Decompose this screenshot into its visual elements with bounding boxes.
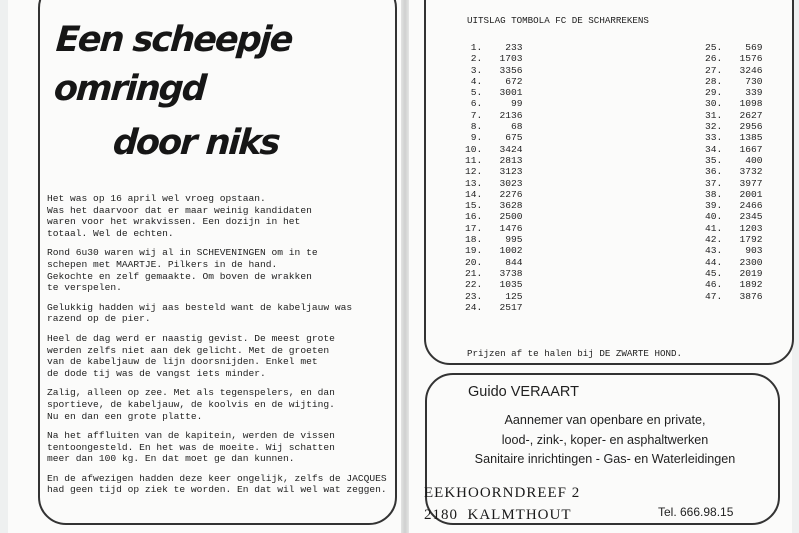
result-number: 10. <box>465 143 483 155</box>
result-row <box>705 166 763 177</box>
result-row <box>465 279 523 290</box>
result-value: 1203 <box>739 222 763 234</box>
result-value: 3424 <box>499 143 523 155</box>
article-paragraph: Heel de dag werd er naastig gevist. De meest grote werden zelfs niet aan dek gelicht. Met de groeten van de kabeljauw de lijn doorsnijden. Enkel met de dode tij was de vangst iets minder. <box>47 332 335 379</box>
result-row <box>465 121 523 132</box>
result-row <box>705 42 763 53</box>
advert-name: Guido VERAART <box>468 384 579 400</box>
result-number: 17. <box>465 222 483 234</box>
result-number: 35. <box>705 154 723 166</box>
result-number: 3. <box>470 64 483 76</box>
article-paragraph: En de afwezigen hadden deze keer ongelijk, zelfs de JACQUES had geen tijd op ziek te worden. En dat wil wel wat zeggen. <box>47 472 387 496</box>
result-number: 21. <box>465 267 483 279</box>
result-row <box>465 178 523 189</box>
result-value: 339 <box>745 87 763 99</box>
result-row <box>705 189 763 200</box>
result-value: 233 <box>505 42 523 53</box>
result-number: 4. <box>470 75 483 87</box>
result-number: 19. <box>465 245 483 257</box>
result-value: 3977 <box>739 177 763 189</box>
result-value: 400 <box>745 154 763 166</box>
result-value: 3628 <box>499 200 523 212</box>
result-number: 11. <box>465 154 483 166</box>
result-value: 3023 <box>499 177 523 189</box>
result-row <box>705 87 763 98</box>
result-number: 29. <box>705 87 723 99</box>
result-row <box>705 121 763 132</box>
result-row <box>465 110 523 121</box>
result-number: 20. <box>465 256 483 268</box>
result-value: 675 <box>505 132 523 144</box>
result-number: 37. <box>705 177 723 189</box>
result-number: 26. <box>705 53 723 65</box>
result-value: 844 <box>505 256 523 268</box>
result-number: 16. <box>465 211 483 223</box>
result-value: 2627 <box>739 109 763 121</box>
results-column-left <box>465 42 523 313</box>
result-value: 2001 <box>739 188 763 200</box>
result-value: 68 <box>511 121 523 133</box>
result-number: 38. <box>705 188 723 200</box>
result-value: 2517 <box>499 301 523 313</box>
article-paragraph: Zalig, alleen op zee. Met als tegenspelers, en dan sportieve, de kabeljauw, de koolvis en de wijting. Nu en dan een grote platte. <box>47 387 335 422</box>
result-number: 22. <box>465 279 483 291</box>
result-row <box>465 234 523 245</box>
result-value: 2019 <box>739 267 763 279</box>
result-number: 25. <box>705 42 723 53</box>
page-gutter <box>401 0 409 533</box>
result-row <box>705 178 763 189</box>
headline-line-3: door niks <box>111 123 281 163</box>
result-row <box>465 257 523 268</box>
result-value: 730 <box>745 75 763 87</box>
result-value: 995 <box>505 234 523 246</box>
result-row <box>465 211 523 222</box>
result-row <box>705 257 763 268</box>
result-value: 125 <box>505 290 523 302</box>
result-row <box>465 302 523 313</box>
result-row <box>705 279 763 290</box>
result-row <box>705 132 763 143</box>
result-value: 3356 <box>499 64 523 76</box>
result-value: 1792 <box>739 234 763 246</box>
result-row <box>465 76 523 87</box>
article-paragraph: Gelukkig hadden wij aas besteld want de kabeljauw was razend op de pier. <box>47 301 353 325</box>
result-number: 32. <box>705 121 723 133</box>
result-value: 1035 <box>499 279 523 291</box>
result-row <box>465 268 523 279</box>
prizes-note: Prijzen af te halen bij DE ZWARTE HOND. <box>467 348 683 359</box>
result-number: 30. <box>705 98 723 110</box>
result-value: 2276 <box>499 188 523 200</box>
result-value: 1576 <box>739 53 763 65</box>
article-body <box>47 193 397 504</box>
result-row <box>465 98 523 109</box>
result-value: 2345 <box>739 211 763 223</box>
headline-line-1: Een scheepje <box>54 20 293 60</box>
result-number: 23. <box>465 290 483 302</box>
result-row <box>705 200 763 211</box>
result-value: 3001 <box>499 87 523 99</box>
result-value: 1892 <box>739 279 763 291</box>
result-number: 39. <box>705 200 723 212</box>
result-row <box>465 87 523 98</box>
result-value: 3738 <box>499 267 523 279</box>
result-value: 1385 <box>739 132 763 144</box>
result-number: 14. <box>465 188 483 200</box>
result-number: 40. <box>705 211 723 223</box>
result-number: 24. <box>465 301 483 313</box>
result-number: 9. <box>470 132 483 144</box>
headline-line-2: omringd <box>52 69 207 109</box>
result-number: 46. <box>705 279 723 291</box>
advert-line: Aannemer van openbare en private, <box>504 413 706 427</box>
result-number: 7. <box>470 109 483 121</box>
result-row <box>465 53 523 64</box>
result-number: 31. <box>705 109 723 121</box>
result-row <box>465 42 523 53</box>
result-value: 903 <box>745 245 763 257</box>
result-row <box>705 53 763 64</box>
result-number: 41. <box>705 222 723 234</box>
result-number: 6. <box>470 98 483 110</box>
article-paragraph: Na het affluiten van de kapitein, werden de vissen tentoongesteld. En het was de moeite. Wij schatten meer dan 100 kg. En dat moet ge dan kunnen. <box>47 430 335 465</box>
result-value: 99 <box>511 98 523 110</box>
result-row <box>705 211 763 222</box>
result-row <box>705 291 763 302</box>
result-number: 2. <box>470 53 483 65</box>
result-value: 2136 <box>499 109 523 121</box>
result-row <box>705 155 763 166</box>
results-column-right <box>705 42 763 302</box>
result-row <box>465 155 523 166</box>
result-value: 672 <box>505 75 523 87</box>
result-value: 2813 <box>499 154 523 166</box>
result-row <box>465 189 523 200</box>
result-value: 1667 <box>739 143 763 155</box>
article-paragraph: Het was op 16 april wel vroeg opstaan. Was het daarvoor dat er maar weinig kandidaten waren voor het wrakvissen. Een dozijn in het totaal. Wel de echten. <box>47 193 312 239</box>
result-row <box>465 245 523 256</box>
result-number: 12. <box>465 166 483 178</box>
result-value: 1476 <box>499 222 523 234</box>
result-number: 36. <box>705 166 723 178</box>
result-row <box>465 144 523 155</box>
result-row <box>465 132 523 143</box>
result-number: 13. <box>465 177 483 189</box>
advert-street: EEKHOORNDREEF 2 <box>424 485 581 501</box>
tombola-title: UITSLAG TOMBOLA FC DE SCHARREKENS <box>467 15 649 26</box>
result-number: 5. <box>470 87 483 99</box>
result-row <box>705 144 763 155</box>
result-value: 1703 <box>499 53 523 65</box>
result-number: 1. <box>470 42 483 53</box>
result-value: 2500 <box>499 211 523 223</box>
result-row <box>465 200 523 211</box>
result-row <box>705 223 763 234</box>
result-value: 2300 <box>739 256 763 268</box>
result-number: 28. <box>705 75 723 87</box>
result-number: 43. <box>705 245 723 257</box>
result-row <box>465 223 523 234</box>
result-number: 8. <box>470 121 483 133</box>
result-value: 3876 <box>739 290 763 302</box>
advert-line: lood-, zink-, koper- en asphaltwerken <box>501 433 709 447</box>
result-value: 3732 <box>739 166 763 178</box>
result-value: 2466 <box>739 200 763 212</box>
result-number: 27. <box>705 64 723 76</box>
result-number: 45. <box>705 267 723 279</box>
result-number: 33. <box>705 132 723 144</box>
result-row <box>465 65 523 76</box>
result-value: 1002 <box>499 245 523 257</box>
advert-city: 2180 KALMTHOUT <box>424 507 572 523</box>
article-paragraph: Rond 6u30 waren wij al in SCHEVENINGEN om in te schepen met MAARTJE. Pilkers in de hand. Gekochte en zelf gemaakte. Om boven de wrakken te verspelen. <box>47 247 318 294</box>
result-row <box>705 98 763 109</box>
result-row <box>465 166 523 177</box>
result-row <box>705 234 763 245</box>
result-value: 1098 <box>739 98 763 110</box>
result-row <box>705 110 763 121</box>
result-value: 2956 <box>739 121 763 133</box>
result-row <box>705 245 763 256</box>
result-value: 569 <box>745 42 763 53</box>
result-number: 15. <box>465 200 483 212</box>
result-row <box>705 65 763 76</box>
result-row <box>705 76 763 87</box>
result-number: 18. <box>465 234 483 246</box>
result-row <box>465 291 523 302</box>
result-number: 47. <box>705 290 723 302</box>
result-number: 44. <box>705 256 723 268</box>
result-row <box>705 268 763 279</box>
advert-line: Sanitaire inrichtingen - Gas- en Waterleidingen <box>474 452 736 466</box>
advert-phone: Tel. 666.98.15 <box>658 505 734 519</box>
result-value: 3246 <box>739 64 763 76</box>
result-number: 34. <box>705 143 723 155</box>
result-value: 3123 <box>499 166 523 178</box>
result-number: 42. <box>705 234 723 246</box>
